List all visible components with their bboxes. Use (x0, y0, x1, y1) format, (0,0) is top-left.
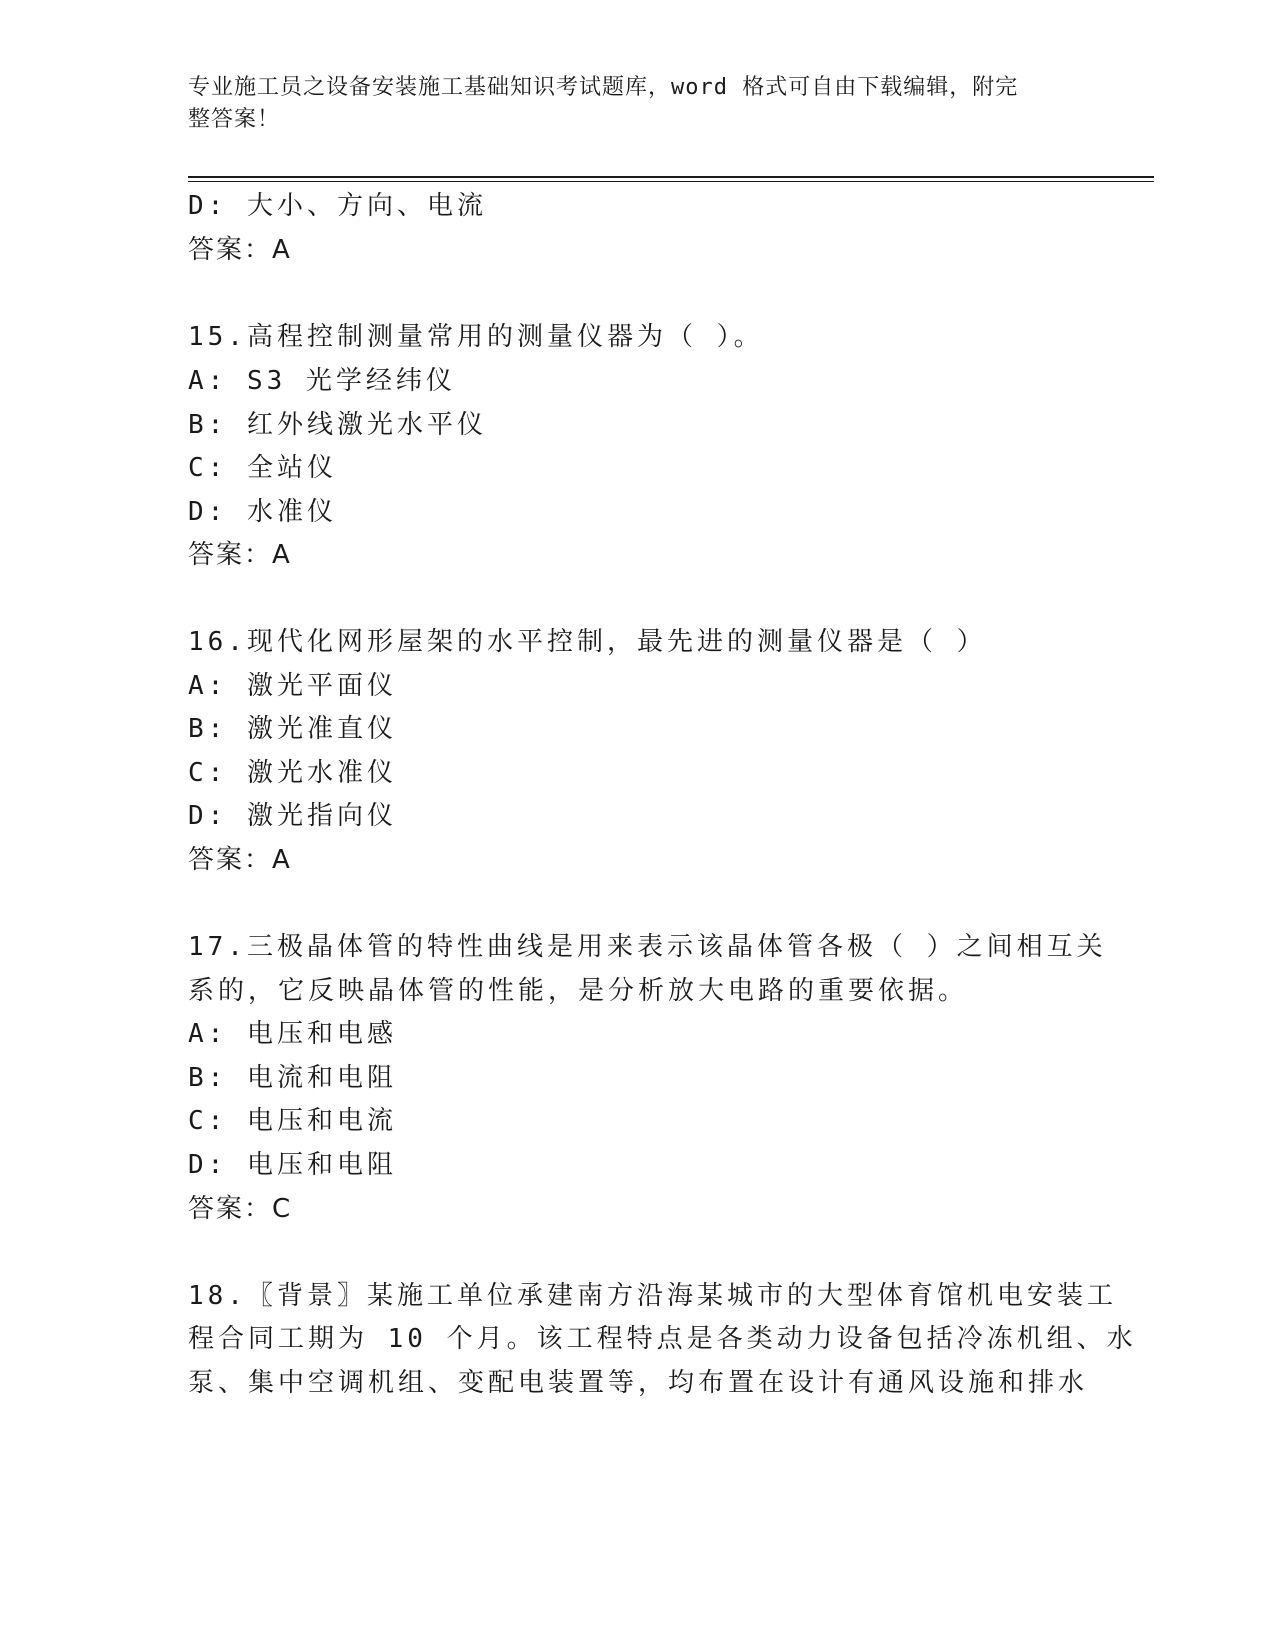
q15-option-a: A: S3 光学经纬仪 (188, 366, 456, 396)
q18-line-3: 泵、集中空调机组、变配电装置等，均布置在设计有通风设施和排水 (188, 1368, 1089, 1398)
q16-stem: 16.现代化网形屋架的水平控制，最先进的测量仪器是（ ） (188, 627, 987, 657)
q15-option-c: C: 全站仪 (188, 453, 337, 483)
q15-answer: 答案：A (188, 540, 292, 570)
q16-option-d: D: 激光指向仪 (188, 801, 397, 831)
q15-stem: 15.高程控制测量常用的测量仪器为（ ）。 (188, 322, 764, 352)
q17-option-a: A: 电压和电感 (188, 1019, 397, 1049)
q17-stem-line-2: 系的，它反映晶体管的性能，是分析放大电路的重要依据。 (188, 976, 969, 1006)
header-rule-thin (188, 181, 1154, 182)
q18-line-1: 18.〖背景〗某施工单位承建南方沿海某城市的大型体育馆机电安装工 (188, 1281, 1117, 1311)
q16-option-a: A: 激光平面仪 (188, 671, 397, 701)
header-line-1: 专业施工员之设备安装施工基础知识考试题库，word 格式可自由下载编辑，附完 (188, 75, 1019, 100)
prev-option-d: D: 大小、方向、电流 (188, 191, 487, 221)
header-line-2: 整答案！ (188, 107, 281, 132)
prev-answer: 答案：A (188, 235, 292, 265)
q17-option-d: D: 电压和电阻 (188, 1150, 397, 1180)
q16-option-b: B: 激光准直仪 (188, 714, 397, 744)
document-header (188, 72, 1068, 136)
q18-line-2: 程合同工期为 10 个月。该工程特点是各类动力设备包括冷冻机组、水 (188, 1324, 1137, 1354)
q16-option-c: C: 激光水准仪 (188, 758, 397, 788)
q17-stem-line-1: 17.三极晶体管的特性曲线是用来表示该晶体管各极（ ）之间相互关 (188, 932, 1107, 962)
q16-answer: 答案：A (188, 845, 292, 875)
header-rule-thick (188, 176, 1154, 178)
q15-option-d: D: 水准仪 (188, 497, 337, 527)
q15-option-b: B: 红外线激光水平仪 (188, 410, 487, 440)
q17-answer: 答案：C (188, 1194, 293, 1224)
q17-option-b: B: 电流和电阻 (188, 1063, 397, 1093)
q17-option-c: C: 电压和电流 (188, 1106, 397, 1136)
